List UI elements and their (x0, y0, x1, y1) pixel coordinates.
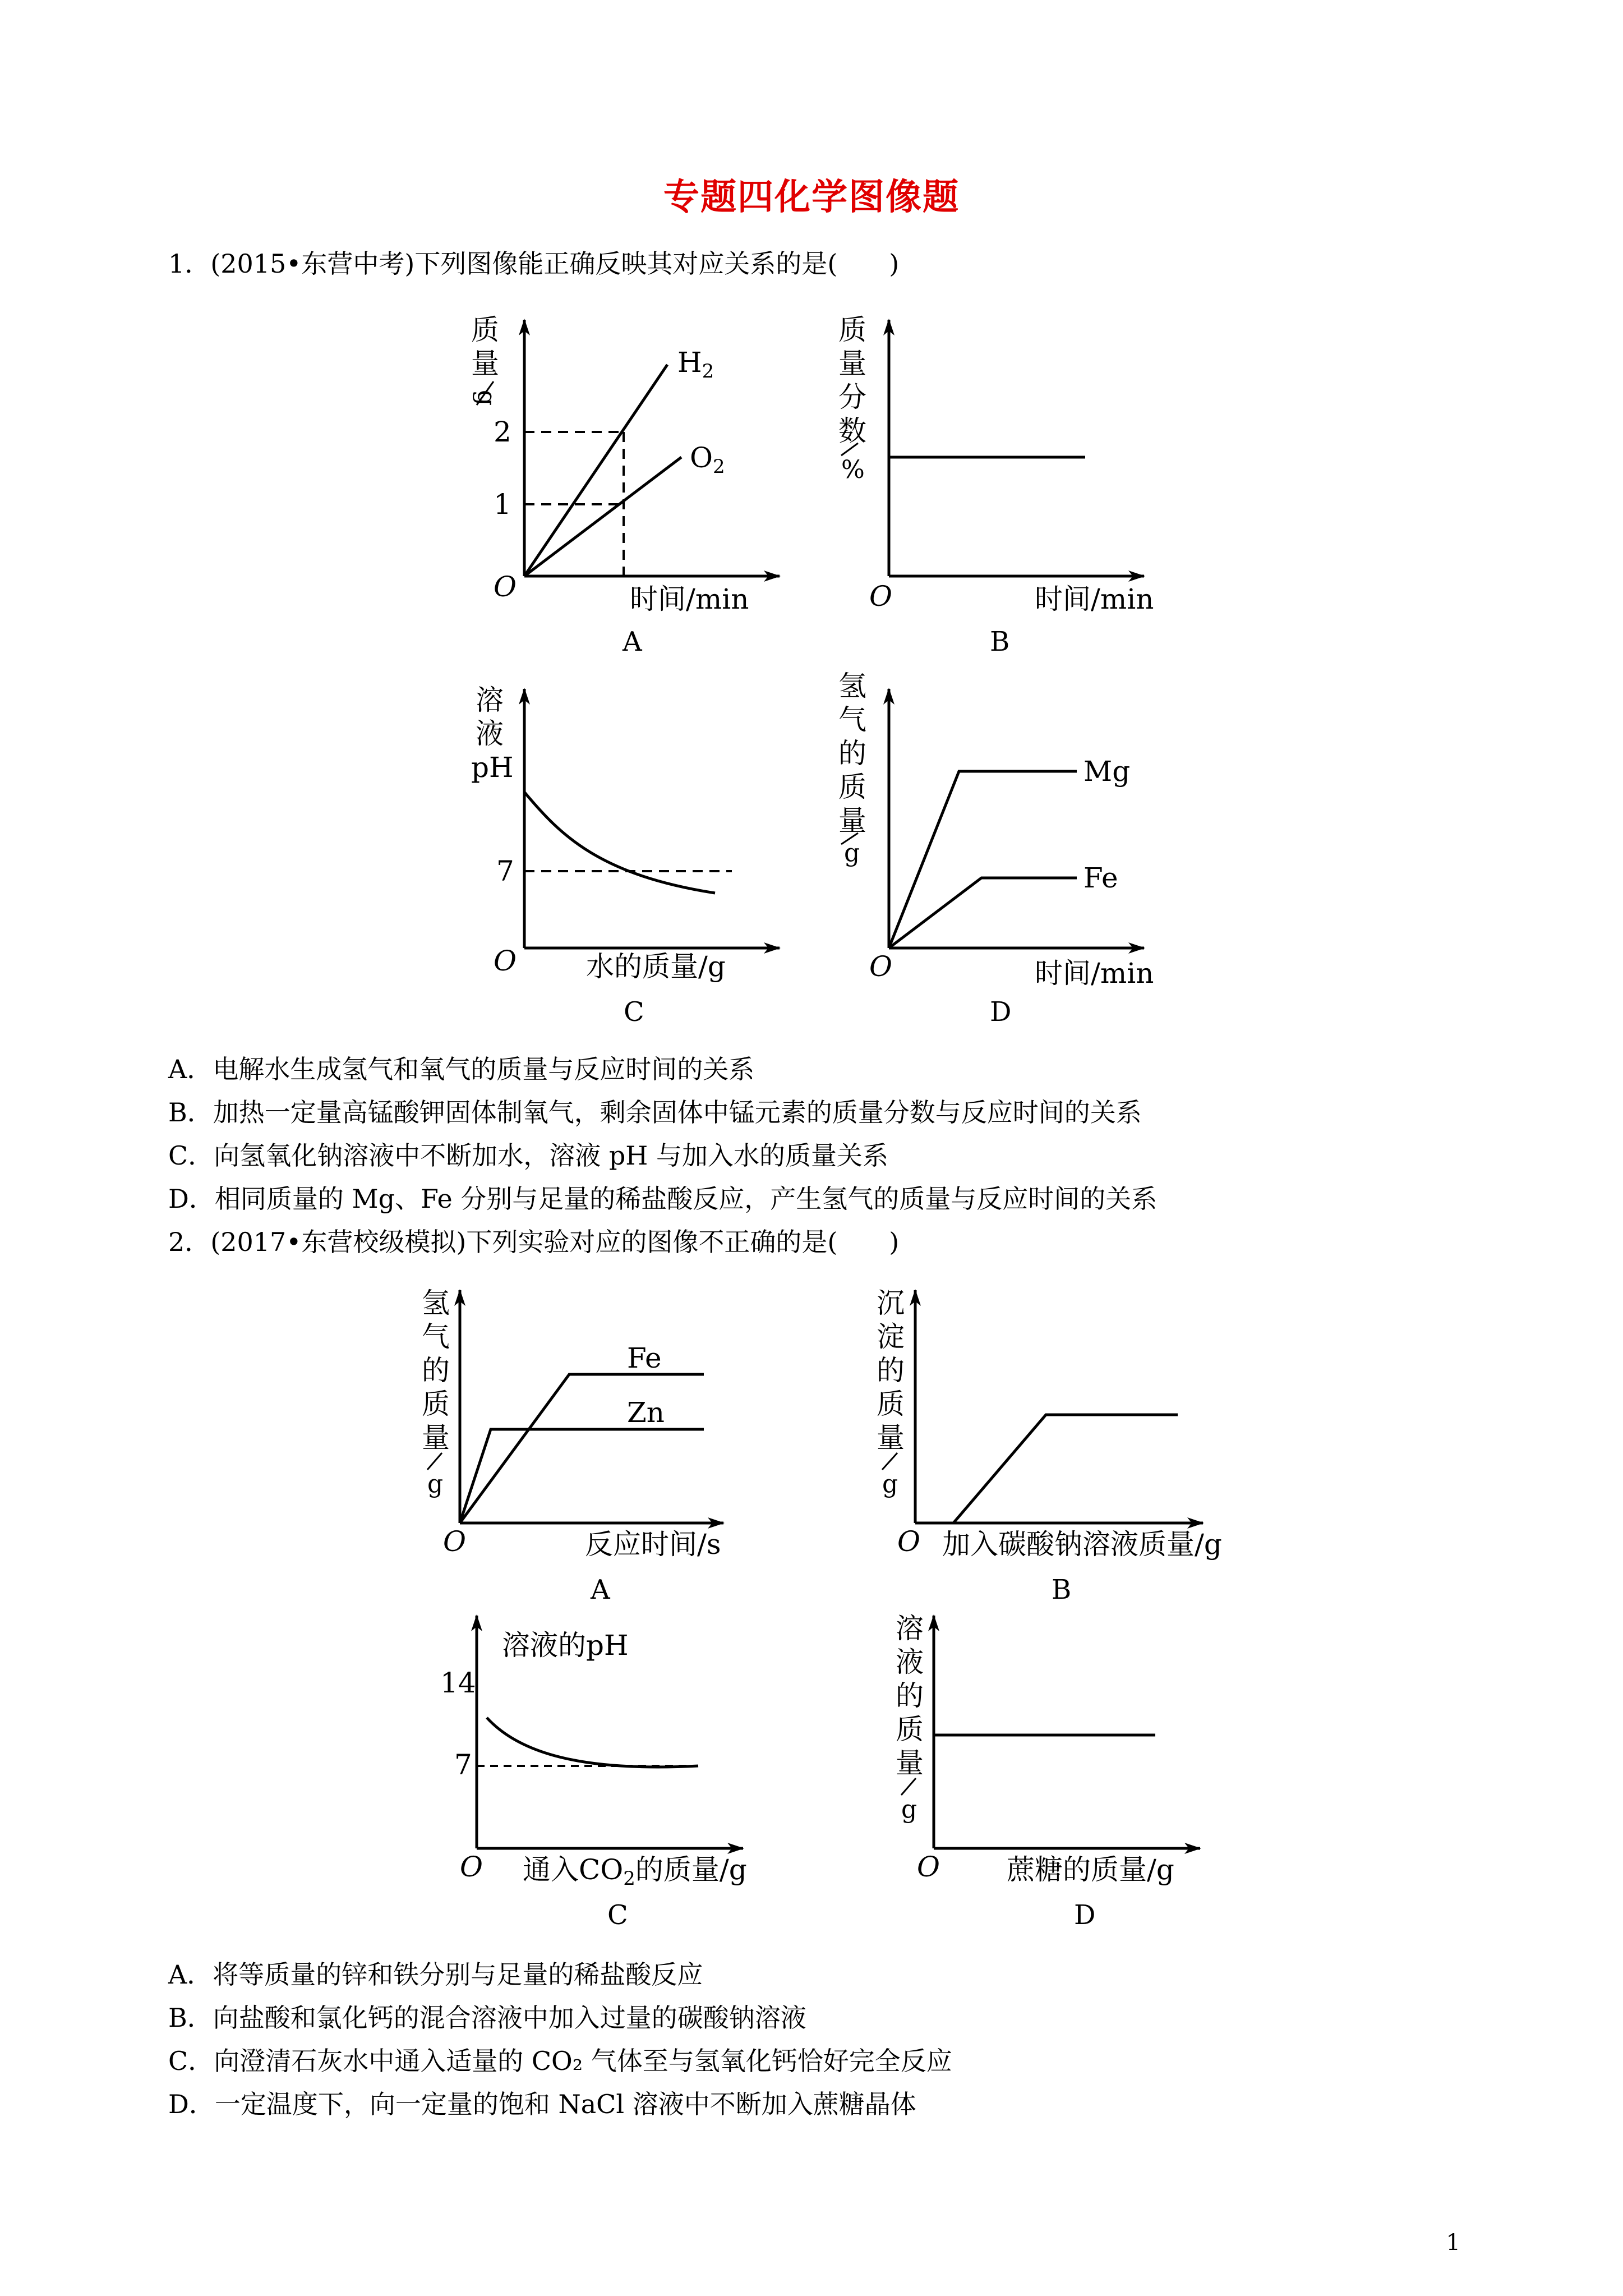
x-label: 时间/min (1035, 583, 1154, 615)
fe-line (460, 1374, 704, 1523)
precipitate-line (953, 1415, 1178, 1523)
origin-label: O (460, 1851, 483, 1883)
y-label-char: 氢 (838, 670, 866, 702)
chart-caption: B (990, 626, 1010, 657)
y-label-char: 质 (471, 314, 499, 346)
x-label: 加入碳酸钠溶液质量/g (942, 1528, 1222, 1561)
q1-chart-b (838, 314, 1154, 657)
y-label-char: 质 (838, 771, 866, 803)
h2-line (524, 365, 667, 576)
y-label-text: pH (471, 751, 514, 784)
question-2-stem: 2．(2017•东营校级模拟)下列实验对应的图像不正确的是( ) (168, 1227, 900, 1257)
y-label-char: 量 (838, 804, 866, 837)
origin-label: O (494, 945, 517, 977)
y-label-char: 量 (838, 347, 866, 380)
tick-label: 2 (494, 416, 511, 448)
y-label-char: 气 (422, 1320, 450, 1353)
y-label-char: 量 (896, 1747, 924, 1779)
y-label-char: 的 (838, 737, 866, 770)
y-label-char: 质 (896, 1713, 924, 1746)
y-label-char: 溶 (896, 1612, 924, 1645)
tick-label: 14 (440, 1667, 476, 1699)
ph-curve (487, 1718, 698, 1767)
series-label-fe: Fe (627, 1342, 662, 1374)
y-label-unit: % (841, 455, 865, 484)
q2-chart-a (422, 1287, 723, 1605)
y-label-char: 液 (476, 717, 504, 750)
x-label: 水的质量/g (586, 950, 726, 983)
origin-label: O (869, 950, 892, 983)
y-label-char: 气 (838, 703, 866, 736)
question-1-stem: 1．(2015•东营中考)下列图像能正确反映其对应关系的是( ) (168, 249, 900, 279)
x-label: 时间/min (630, 583, 749, 615)
origin-label: O (897, 1525, 920, 1558)
origin-label: O (494, 570, 517, 603)
ph-curve (524, 792, 715, 893)
y-label-char: 质 (838, 314, 866, 346)
x-label: 蔗糖的质量/g (1007, 1853, 1174, 1886)
y-label-unit: g (427, 1470, 444, 1498)
y-label-char: 质 (422, 1388, 450, 1420)
series-label-o2: $O_2$ (690, 441, 725, 478)
q2-option-d: D．一定温度下，向一定量的饱和 NaCl 溶液中不断加入蔗糖晶体 (168, 2089, 916, 2119)
o2-line (524, 457, 681, 576)
q2-option-b: B．向盐酸和氯化钙的混合溶液中加入过量的碳酸钠溶液 (168, 2003, 806, 2033)
q2-chart-b (877, 1287, 1222, 1605)
q1-chart-d (838, 670, 1154, 1028)
q1-option-b: B．加热一定量高锰酸钾固体制氧气，剩余固体中锰元素的质量分数与反应时间的关系 (168, 1097, 1142, 1128)
series-label-h2: $H_2$ (677, 346, 714, 383)
y-label-char: 沉 (877, 1287, 905, 1319)
origin-label: O (869, 580, 892, 613)
origin-label: O (917, 1851, 940, 1883)
q2-option-c: C．向澄清石灰水中通入适量的 CO₂ 气体至与氢氧化钙恰好完全反应 (168, 2046, 952, 2076)
tick-label: 7 (454, 1749, 472, 1781)
q1-chart-c (471, 684, 780, 1028)
mg-line (889, 771, 1077, 948)
y-label-char: 质 (877, 1388, 905, 1420)
q2-chart-c (440, 1616, 747, 1931)
y-label-unit: g (882, 1470, 898, 1498)
unit-slash (427, 1453, 442, 1470)
tick-label: 7 (496, 855, 514, 887)
unit-slash (901, 1778, 916, 1795)
y-label-char: 的 (877, 1354, 905, 1387)
x-label: 反应时间/s (585, 1528, 721, 1561)
q1-option-d: D．相同质量的 Mg、Fe 分别与足量的稀盐酸反应，产生氢气的质量与反应时间的关系 (168, 1184, 1158, 1214)
unit-slash (882, 1453, 897, 1470)
y-label-char: 分 (838, 381, 866, 413)
q2-chart-d (896, 1612, 1200, 1931)
x-label: 通入$CO_2$的质量/g (523, 1853, 747, 1890)
y-label-char: 溶 (476, 684, 504, 716)
x-label: 时间/min (1035, 957, 1154, 990)
y-label-char: 数 (838, 415, 866, 447)
y-label-unit: g (844, 839, 860, 867)
y-label-char: 氢 (422, 1287, 450, 1319)
y-label-char: 的 (896, 1680, 924, 1712)
page-title: 专题四化学图像题 (663, 176, 960, 218)
y-label-text: 溶液的pH (502, 1629, 629, 1662)
origin-label: O (443, 1525, 466, 1558)
page-number: 1 (1446, 2230, 1460, 2256)
chart-caption: D (1074, 1899, 1096, 1931)
y-label-char: 量 (422, 1421, 450, 1454)
fe-line (889, 878, 1077, 948)
chart-caption: D (990, 996, 1012, 1028)
y-label-char: 量 (877, 1421, 905, 1454)
q1-option-c: C．向氢氧化钠溶液中不断加水，溶液 pH 与加入水的质量关系 (168, 1140, 889, 1171)
series-label-fe: Fe (1083, 862, 1118, 894)
y-label-char: 的 (422, 1354, 450, 1387)
series-label-mg: Mg (1083, 755, 1131, 788)
chart-caption: A (591, 1574, 610, 1605)
series-label-zn: Zn (627, 1396, 665, 1429)
q1-option-a: A．电解水生成氢气和氧气的质量与反应时间的关系 (168, 1054, 755, 1084)
zn-line (460, 1429, 704, 1523)
tick-label: 1 (494, 488, 511, 521)
q1-chart-a (471, 314, 780, 657)
y-label-char: 淀 (877, 1320, 905, 1353)
y-label-unit: g (901, 1795, 917, 1824)
chart-caption: C (607, 1899, 628, 1931)
y-label-char: 液 (896, 1646, 924, 1678)
chart-caption: A (623, 626, 642, 657)
y-label-unit: g (472, 390, 501, 406)
chart-caption: C (624, 996, 644, 1028)
chart-caption: B (1052, 1574, 1072, 1605)
y-label-char: 量 (471, 347, 499, 380)
q2-option-a: A．将等质量的锌和铁分别与足量的稀盐酸反应 (168, 1959, 703, 1990)
